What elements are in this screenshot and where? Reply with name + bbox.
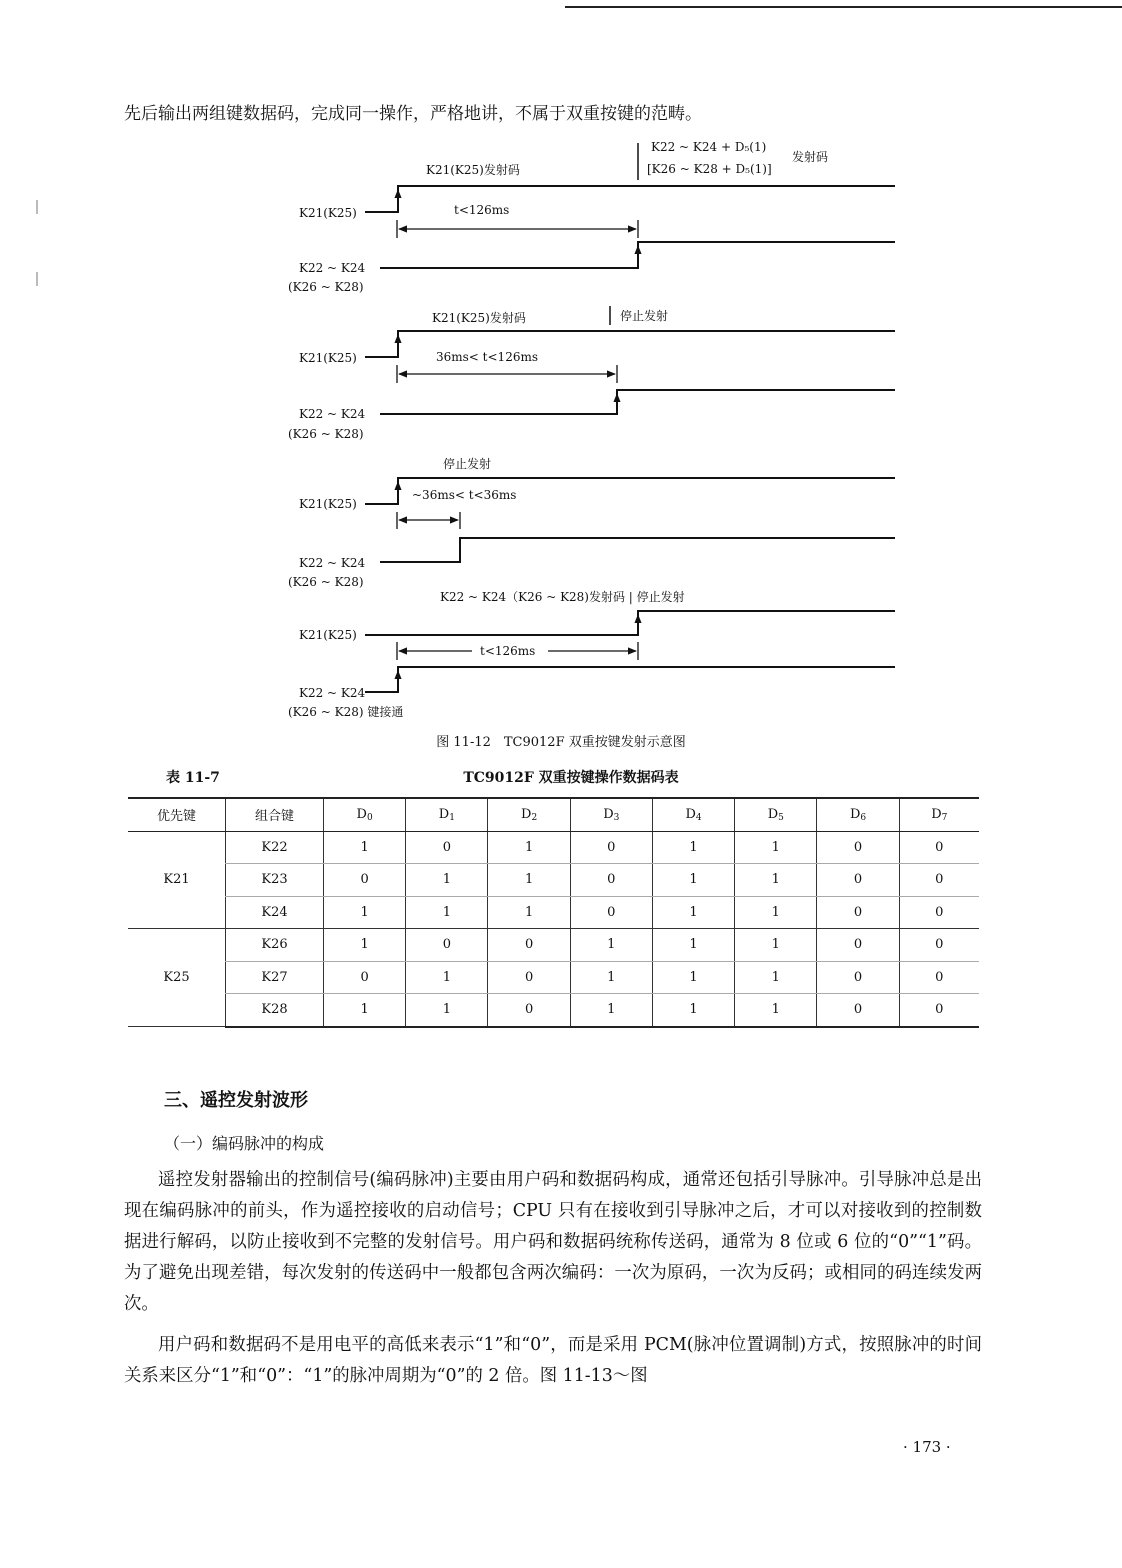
bit-cell-d6: 0	[817, 831, 899, 864]
waveform-k21-p4	[365, 611, 895, 635]
bit-cell-d2: 1	[488, 896, 570, 929]
p1-timing: t<126ms	[454, 203, 510, 217]
p4-sig1: K21(K25)	[299, 628, 357, 642]
table-row	[128, 994, 979, 1027]
bit-cell-d5: 1	[735, 864, 817, 897]
table-row	[128, 961, 979, 994]
p3-top-label: 停止发射	[443, 457, 492, 471]
p1-right-label-2: [K26 ~ K28 + D₅(1)]	[647, 162, 772, 176]
bit-cell-d3: 1	[570, 994, 652, 1027]
bit-cell-d5: 1	[735, 929, 817, 962]
body-paragraph-1: 遥控发射器输出的控制信号(编码脉冲)主要由用户码和数据码构成，通常还包括引导脉冲。引导脉冲总是出现在编码脉冲的前头，作为遥控接收的启动信号；CPU 只有在接收到引导脉冲之后，才可以对接收到的控制数据进行解码，以防止接收到不完整的发射信号。用户码和数据码统称传送码，通常为 8 位或 6 位的“0”“1”码。为了避免出现差错，每次发射的传送码中一般都包含两次编码：一次为原码，一次为反码；或相同的码连续发两次。	[124, 1170, 982, 1314]
p4-sig2b: (K26 ~ K28) 键接通	[288, 705, 404, 719]
header-priority: 优先键	[128, 798, 226, 831]
bit-cell-d4: 1	[652, 831, 734, 864]
bit-cell-d7: 0	[899, 994, 979, 1027]
bit-cell-d7: 0	[899, 929, 979, 962]
table-header-row	[128, 798, 979, 831]
body-paragraph-2: 用户码和数据码不是用电平的高低来表示“1”和“0”，而是采用 PCM(脉冲位置调制)方式，按照脉冲的时间关系来区分“1”和“0”：“1”的脉冲周期为“0”的 2 倍。图 11-13～图	[124, 1335, 982, 1386]
bit-cell-d1: 1	[406, 961, 488, 994]
header-d6: $D_6$	[817, 798, 899, 831]
bit-cell-d1: 0	[406, 929, 488, 962]
priority-key-cell: K21	[128, 831, 226, 929]
header-d3: $D_3$	[570, 798, 652, 831]
bit-cell-d7: 0	[899, 864, 979, 897]
table-row	[128, 864, 979, 897]
p2-sig1: K21(K25)	[299, 351, 357, 365]
p3-sig2: K22 ~ K24	[299, 556, 366, 570]
bit-cell-d4: 1	[652, 864, 734, 897]
header-d1: $D_1$	[406, 798, 488, 831]
bit-cell-d2: 1	[488, 864, 570, 897]
bit-cell-d3: 1	[570, 961, 652, 994]
bit-cell-d4: 1	[652, 929, 734, 962]
bit-cell-d5: 1	[735, 961, 817, 994]
bit-cell-d0: 0	[324, 864, 406, 897]
bit-cell-d4: 1	[652, 896, 734, 929]
table-row	[128, 929, 979, 962]
bit-cell-d1: 1	[406, 994, 488, 1027]
bit-cell-d5: 1	[735, 831, 817, 864]
bit-cell-d6: 0	[817, 961, 899, 994]
p3-sig1: K21(K25)	[299, 497, 357, 511]
bit-cell-d2: 1	[488, 831, 570, 864]
bit-cell-d1: 1	[406, 896, 488, 929]
bit-cell-d3: 0	[570, 864, 652, 897]
section-heading: 三、遥控发射波形	[164, 1090, 308, 1111]
page-number: · 173 ·	[903, 1438, 951, 1456]
bit-cell-d2: 0	[488, 961, 570, 994]
p1-sig1: K21(K25)	[299, 206, 357, 220]
combo-key-cell: K24	[226, 896, 324, 929]
p2-right-label: 停止发射	[620, 309, 669, 323]
p4-sig2: K22 ~ K24	[299, 686, 366, 700]
waveform-k22-p4	[365, 667, 895, 692]
timing-diagram	[0, 0, 1122, 730]
combo-key-cell: K26	[226, 929, 324, 962]
table-row	[128, 896, 979, 929]
bit-cell-d6: 0	[817, 929, 899, 962]
bit-cell-d0: 1	[324, 929, 406, 962]
subsection-heading: （一）编码脉冲的构成	[164, 1134, 325, 1153]
figure-caption: 图 11-12 TC9012F 双重按键发射示意图	[436, 735, 686, 750]
waveform-k22-p2	[380, 390, 895, 414]
bit-cell-d3: 0	[570, 831, 652, 864]
waveform-k21-p1	[365, 186, 895, 212]
p2-sig2: K22 ~ K24	[299, 407, 366, 421]
p1-sig2b: (K26 ~ K28)	[288, 280, 364, 294]
bit-cell-d5: 1	[735, 896, 817, 929]
bit-cell-d7: 0	[899, 831, 979, 864]
bit-cell-d4: 1	[652, 961, 734, 994]
bit-cell-d6: 0	[817, 864, 899, 897]
p4-top-label: K22 ~ K24（K26 ~ K28)发射码 | 停止发射	[440, 590, 685, 604]
bit-cell-d1: 0	[406, 831, 488, 864]
bit-cell-d0: 1	[324, 831, 406, 864]
table-title: TC9012F 双重按键操作数据码表	[463, 770, 679, 786]
bit-cell-d1: 1	[406, 864, 488, 897]
bit-cell-d2: 0	[488, 929, 570, 962]
priority-key-cell: K25	[128, 929, 226, 1027]
bit-cell-d5: 1	[735, 994, 817, 1027]
table-row	[128, 831, 979, 864]
p1-sig2: K22 ~ K24	[299, 261, 366, 275]
header-d4: $D_4$	[652, 798, 734, 831]
bit-cell-d4: 1	[652, 994, 734, 1027]
p3-sig2b: (K26 ~ K28)	[288, 575, 364, 589]
bit-cell-d0: 1	[324, 994, 406, 1027]
header-combo: 组合键	[226, 798, 324, 831]
combo-key-cell: K22	[226, 831, 324, 864]
bit-cell-d3: 0	[570, 896, 652, 929]
data-code-table	[128, 797, 979, 1028]
p2-top-label: K21(K25)发射码	[432, 311, 526, 325]
p3-timing: ~36ms< t<36ms	[412, 488, 517, 502]
bit-cell-d7: 0	[899, 896, 979, 929]
p1-top-label: K21(K25)发射码	[426, 163, 520, 177]
p2-sig2b: (K26 ~ K28)	[288, 427, 364, 441]
bit-cell-d0: 0	[324, 961, 406, 994]
p1-right-label-1: K22 ~ K24 + D₅(1)	[651, 140, 767, 154]
p1-right-suffix: 发射码	[792, 150, 829, 164]
header-d7: $D_7$	[899, 798, 979, 831]
p2-timing: 36ms< t<126ms	[436, 350, 538, 364]
bit-cell-d7: 0	[899, 961, 979, 994]
intro-line: 先后输出两组键数据码，完成同一操作，严格地讲，不属于双重按键的范畴。	[124, 104, 702, 124]
header-d5: $D_5$	[735, 798, 817, 831]
combo-key-cell: K23	[226, 864, 324, 897]
waveform-k22-p3	[380, 538, 895, 562]
p4-timing: t<126ms	[480, 644, 536, 658]
bit-cell-d6: 0	[817, 994, 899, 1027]
bit-cell-d2: 0	[488, 994, 570, 1027]
combo-key-cell: K28	[226, 994, 324, 1027]
header-d0: $D_0$	[324, 798, 406, 831]
header-d2: $D_2$	[488, 798, 570, 831]
bit-cell-d6: 0	[817, 896, 899, 929]
table-label: 表 11-7	[166, 770, 220, 786]
bit-cell-d0: 1	[324, 896, 406, 929]
bit-cell-d3: 1	[570, 929, 652, 962]
combo-key-cell: K27	[226, 961, 324, 994]
